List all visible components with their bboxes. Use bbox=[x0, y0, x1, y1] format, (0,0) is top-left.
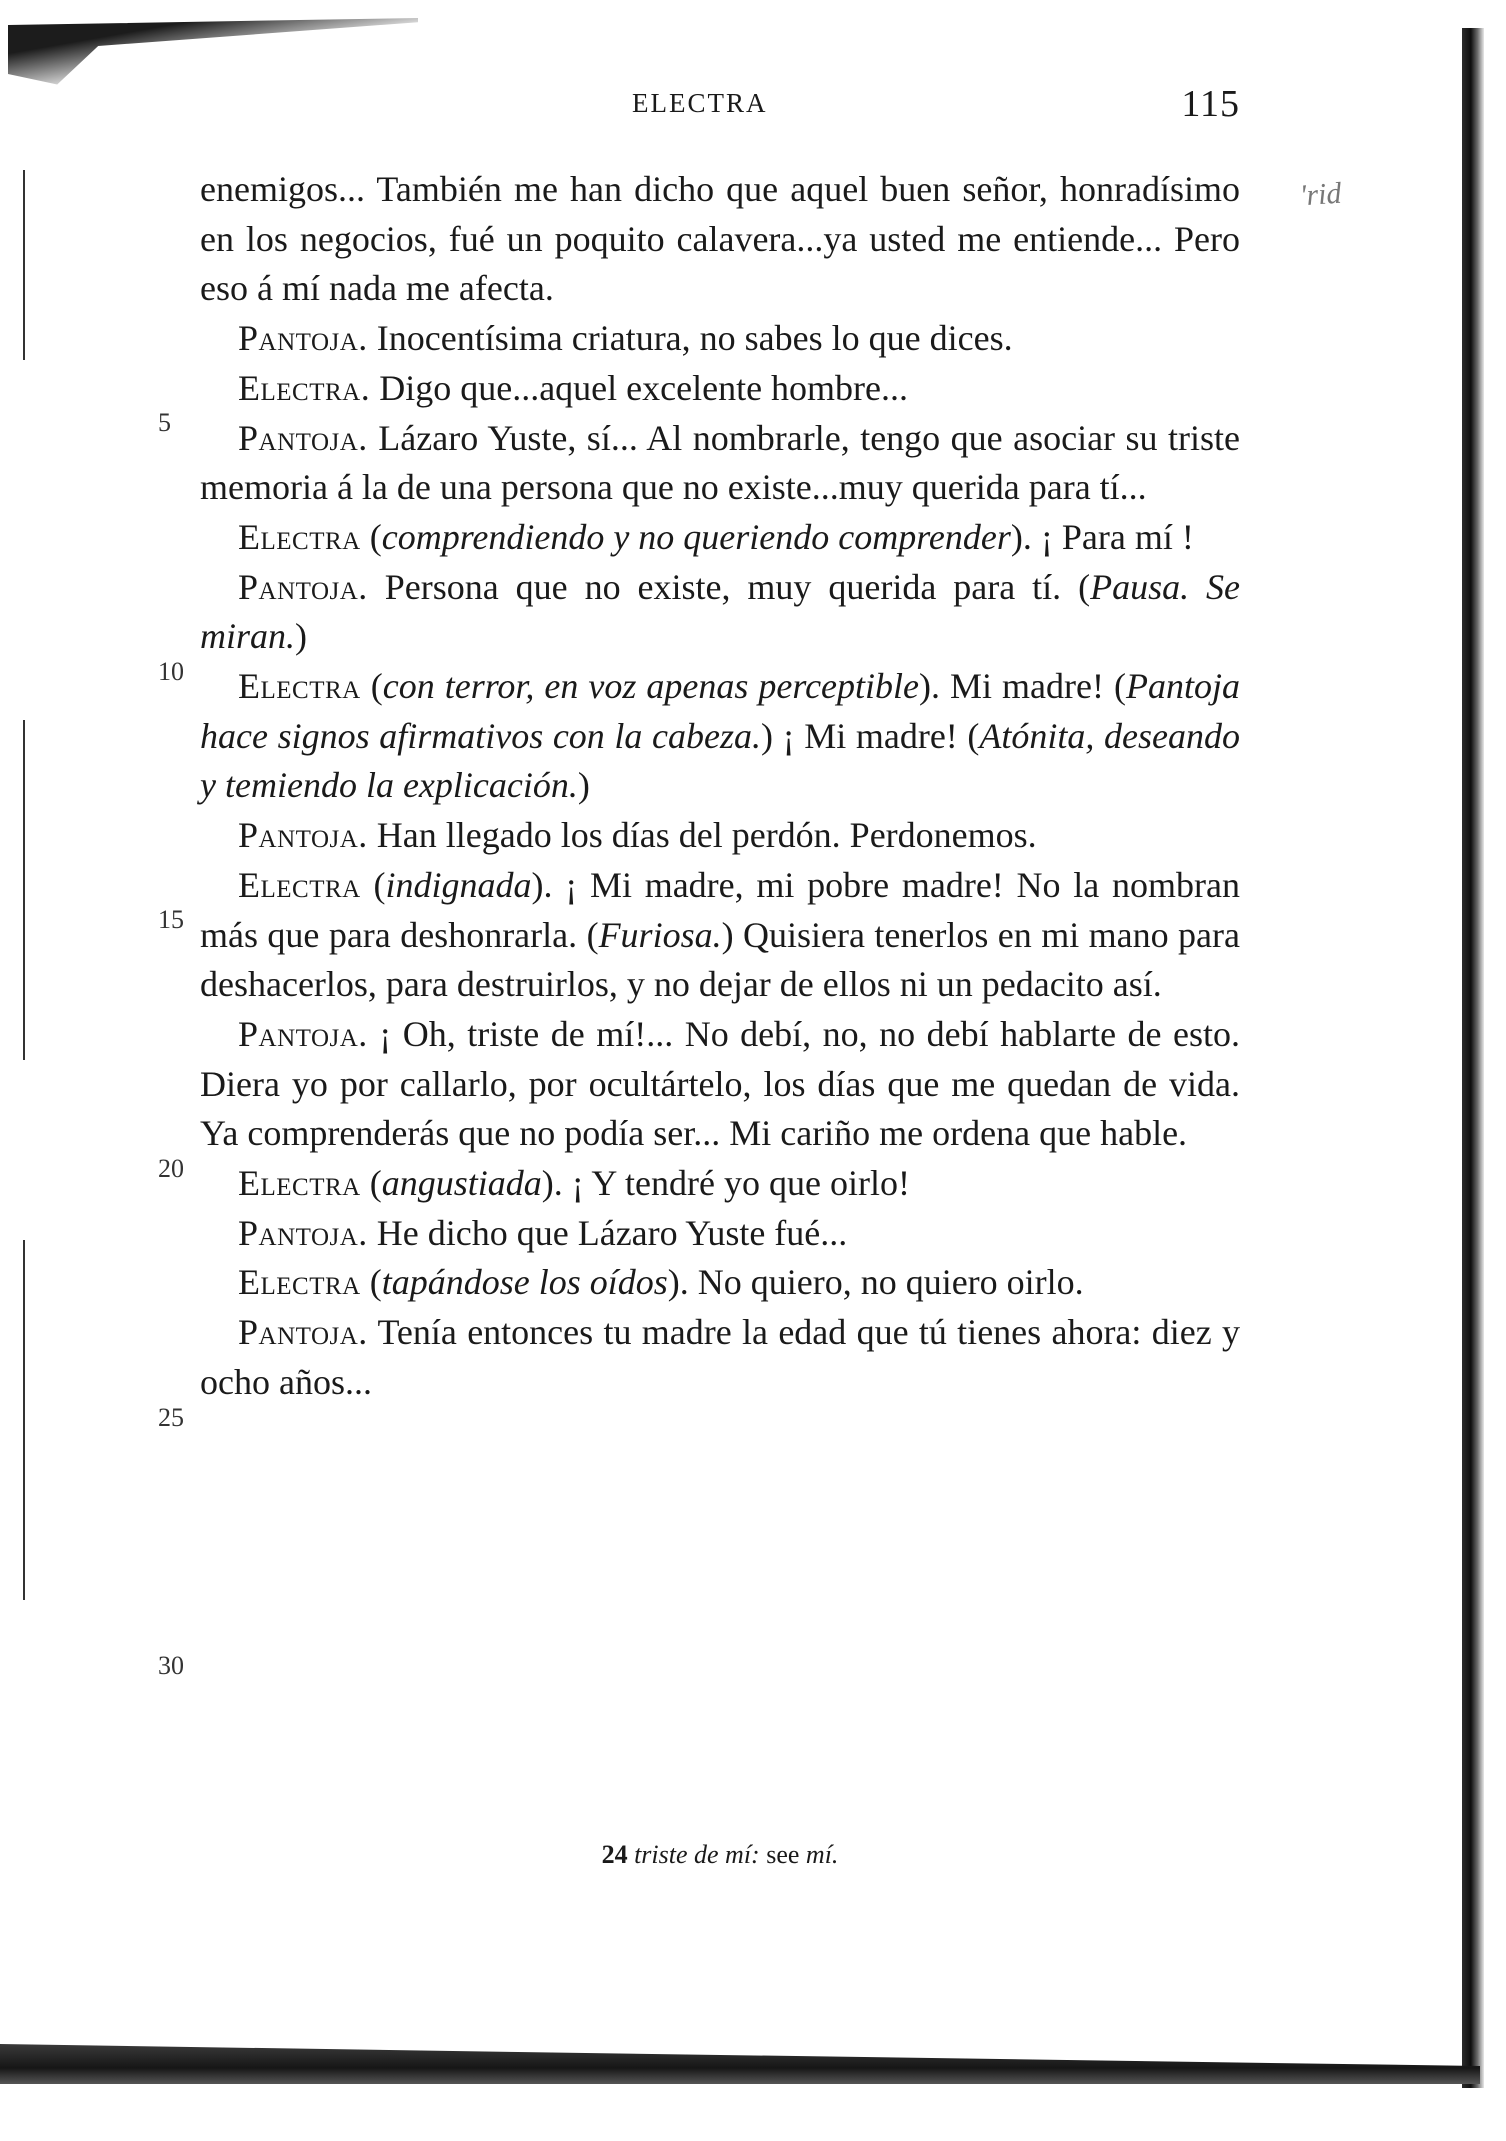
footnote-line-number: 24 bbox=[601, 1840, 628, 1869]
stage-direction: angustiada bbox=[381, 1163, 542, 1204]
speaker-name: Pantoja. bbox=[238, 417, 368, 458]
speech: Pantoja. Tenía entonces tu madre la edad que tú tienes ahora: diez y ocho años... bbox=[200, 1312, 1240, 1402]
line-number-5: 5 bbox=[158, 408, 171, 437]
scan-artifact-line bbox=[23, 720, 25, 1060]
speaker-name: Electra. bbox=[238, 367, 371, 408]
line-number-30: 30 bbox=[158, 1651, 184, 1680]
speech: Electra (comprendiendo y no queriendo comprender). ¡ Para mí ! bbox=[238, 516, 1194, 557]
footnote: 24 triste de mí: see mí. bbox=[601, 1840, 839, 1869]
speaker-name: Electra bbox=[238, 1163, 361, 1204]
stage-direction: con terror, en voz apenas perceptible bbox=[382, 666, 920, 707]
margin-annotation: 'rid bbox=[1298, 176, 1343, 213]
speech: Pantoja. Inocentísima criatura, no sabes lo que dices. bbox=[238, 318, 1013, 359]
stage-direction: indignada bbox=[385, 864, 532, 905]
stage-direction: tapándose los oídos bbox=[381, 1262, 668, 1303]
line-number-15: 15 bbox=[158, 905, 184, 934]
stage-direction: comprendiendo y no queriendo comprender bbox=[381, 516, 1011, 557]
speech: Electra (con terror, en voz apenas perceptible). Mi madre! (Pantoja hace signos afirmativos con la cabeza.) ¡ Mi madre! (Atónita, deseando y temiendo la explicación.) bbox=[200, 666, 1241, 806]
speaker-name: Electra bbox=[238, 516, 361, 557]
scan-shadow-bottom bbox=[0, 2044, 1480, 2084]
stage-direction: Pantoja hace signos afirmativos con la cabeza. bbox=[200, 666, 1241, 756]
speaker-name: Pantoja. bbox=[238, 1312, 368, 1353]
scan-artifact-line bbox=[23, 170, 25, 360]
speech: Electra (indignada). ¡ Mi madre, mi pobre madre! No la nombran más que para deshonrarla. (Furiosa.) Quisiera tenerlos en mi mano para deshacerlos, para destruirlos, y no dejar de ellos ni un pedacito así. bbox=[200, 864, 1240, 1005]
scan-artifact-line bbox=[23, 1240, 25, 1600]
speaker-name: Pantoja. bbox=[238, 318, 368, 359]
dialogue-text bbox=[200, 165, 1240, 1408]
speaker-name: Pantoja. bbox=[238, 1212, 368, 1253]
speech: Pantoja. ¡ Oh, triste de mí!... No debí, no, no debí hablarte de esto. Diera yo por callarlo, por ocultártelo, los días que me quedan de vida. Ya comprenderás que no podía ser... Mi cariño me ordena que hable. bbox=[200, 1013, 1240, 1154]
speaker-name: Pantoja. bbox=[238, 815, 368, 856]
speaker-name: Electra bbox=[238, 1262, 361, 1303]
line-number-10: 10 bbox=[158, 657, 184, 686]
page-number: 115 bbox=[1181, 83, 1240, 125]
scan-shadow-right-edge bbox=[1462, 28, 1484, 2088]
speech: Electra (tapándose los oídos). No quiero, no quiero oirlo. bbox=[238, 1262, 1084, 1303]
speaker-name: Electra bbox=[238, 864, 361, 905]
running-head bbox=[200, 83, 1240, 126]
speaker-name: Electra bbox=[238, 666, 361, 707]
speech: Electra (angustiada). ¡ Y tendré yo que oirlo! bbox=[238, 1163, 910, 1204]
line-number-25: 25 bbox=[158, 1403, 184, 1432]
line-number-20: 20 bbox=[158, 1154, 184, 1183]
running-title: ELECTRA bbox=[632, 88, 768, 118]
speech: Pantoja. Persona que no existe, muy querida para tí. (Pausa. Se miran.) bbox=[200, 566, 1240, 657]
speech: Pantoja. He dicho que Lázaro Yuste fué... bbox=[238, 1212, 848, 1253]
speaker-name: Pantoja. bbox=[238, 566, 368, 607]
paragraph: enemigos... También me han dicho que aquel buen señor, honradísimo en los negocios, fué un poquito calavera...ya usted me entiende... Pero eso á mí nada me afecta. bbox=[200, 169, 1240, 309]
stage-direction: Furiosa. bbox=[598, 914, 722, 955]
scan-shadow-top bbox=[8, 18, 418, 88]
footnote-phrase: triste de mí: bbox=[634, 1840, 760, 1869]
speech: Pantoja. Lázaro Yuste, sí... Al nombrarle, tengo que asociar su triste memoria á la de una persona que no existe...muy querida para tí... bbox=[200, 417, 1240, 508]
stage-direction: Pausa. Se miran. bbox=[200, 566, 1240, 657]
speech: Electra. Digo que...aquel excelente hombre... bbox=[238, 367, 909, 408]
footnote-reference: mí. bbox=[805, 1840, 839, 1869]
speech: Pantoja. Han llegado los días del perdón. Perdonemos. bbox=[238, 815, 1037, 856]
stage-direction: Atónita, deseando y temiendo la explicación. bbox=[200, 715, 1241, 806]
speaker-name: Pantoja. bbox=[238, 1013, 368, 1054]
